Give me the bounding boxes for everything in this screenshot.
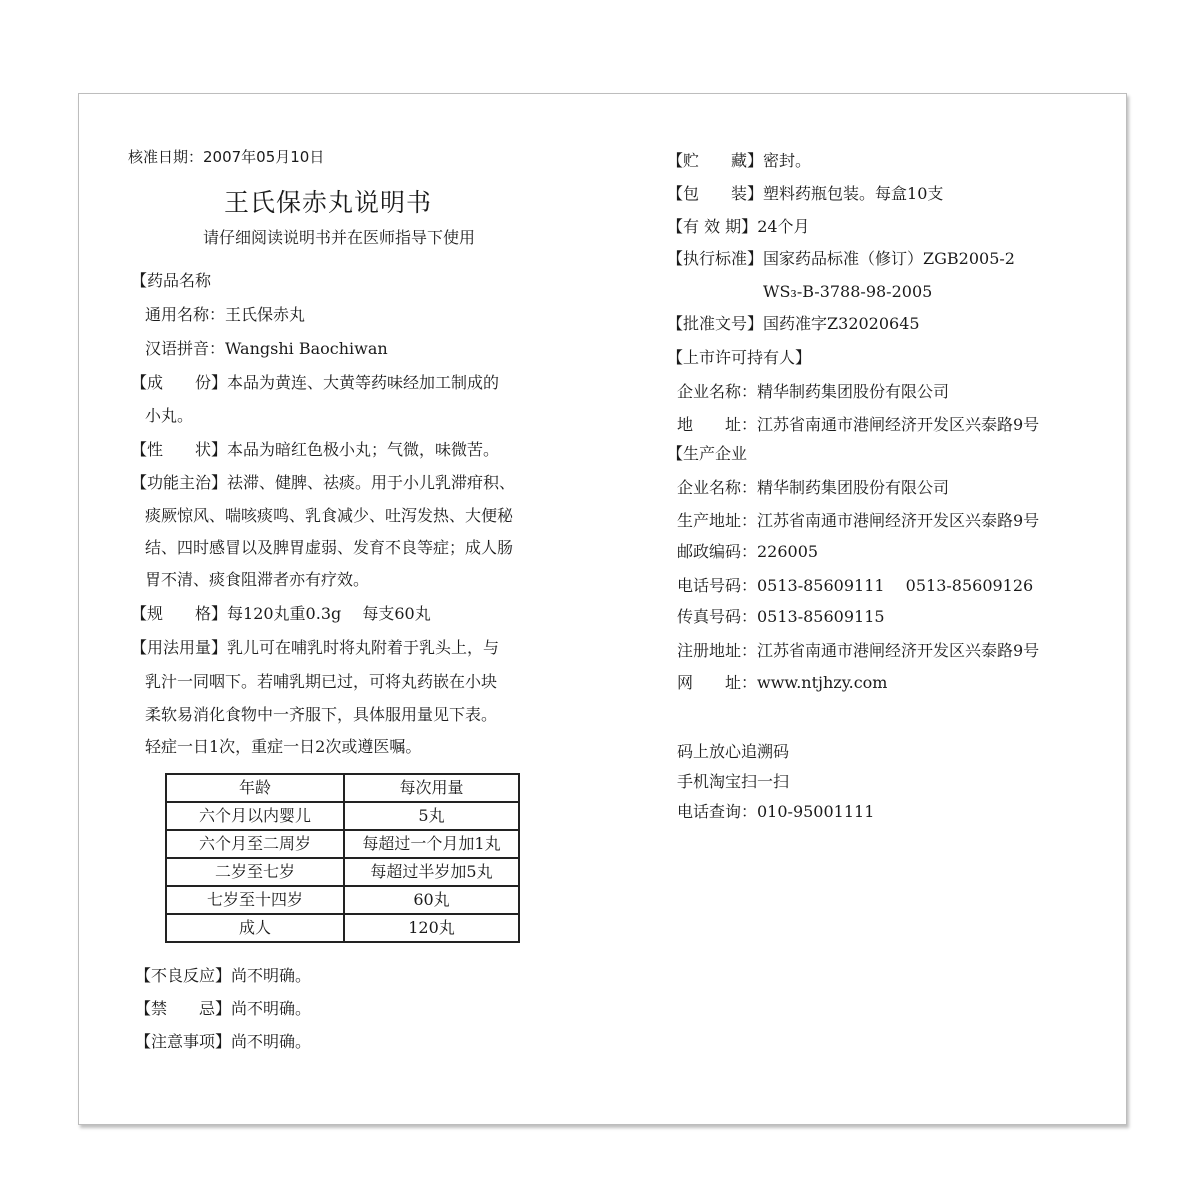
table-header-age: 年龄 [166, 774, 344, 802]
table-row [166, 858, 519, 886]
fax-number: 传真号码：0513-85609115 [677, 607, 885, 626]
indications-text: 祛滞、健脾、祛痰。用于小儿乳滞疳积、 [227, 473, 516, 492]
package-text: 塑料药瓶包装。每盒10支 [763, 184, 944, 203]
approval-no-label: 【批准文号】 [667, 314, 764, 333]
validity-label: 【有 效 期】 [667, 217, 758, 236]
standard-text: 国家药品标准（修订）ZGB2005-2 [763, 249, 1015, 268]
table-header-row [166, 774, 519, 802]
table-header-dose: 每次用量 [344, 774, 519, 802]
standard-line-2: WS₃-B-3788-98-2005 [763, 282, 933, 301]
contra-label: 【禁 忌】 [135, 999, 232, 1018]
storage-text: 密封。 [763, 151, 812, 170]
trace-scan-hint: 手机淘宝扫一扫 [677, 772, 790, 791]
table-row [166, 914, 519, 942]
usage-line-1 [131, 638, 499, 658]
spec-line [131, 604, 431, 624]
approval-no-line [667, 314, 920, 334]
mfr-address: 生产地址：江苏省南通市港闸经济开发区兴泰路9号 [677, 511, 1040, 530]
usage-line-3: 柔软易消化食物中一齐服下，具体服用量见下表。 [145, 705, 498, 724]
contra-text: 尚不明确。 [231, 999, 312, 1018]
adverse-line [135, 966, 311, 986]
table-row [166, 886, 519, 914]
caution-text: 尚不明确。 [231, 1032, 312, 1051]
caution-line [135, 1032, 311, 1052]
page-title: 王氏保赤丸说明书 [224, 188, 433, 217]
indications-label: 【功能主治】 [131, 473, 228, 492]
pinyin-name: 汉语拼音：Wangshi Baochiwan [145, 339, 388, 358]
ingredients-line-1 [131, 373, 499, 393]
spec-label: 【规 格】 [131, 604, 228, 623]
usage-text: 乳儿可在哺乳时将丸附着于乳头上，与 [227, 638, 500, 657]
usage-label: 【用法用量】 [131, 638, 228, 657]
table-cell-age: 六个月以内婴儿 [166, 802, 344, 830]
table-cell-age: 二岁至七岁 [166, 858, 344, 886]
table-cell-age: 六个月至二周岁 [166, 830, 344, 858]
standard-line-1 [667, 249, 1015, 269]
approval-no-text: 国药准字Z32020645 [763, 314, 920, 333]
page-subtitle: 请仔细阅读说明书并在医师指导下使用 [203, 228, 476, 247]
holder-company: 企业名称：精华制药集团股份有限公司 [677, 382, 950, 401]
package-label: 【包 装】 [667, 184, 764, 203]
indications-line-2: 痰厥惊风、喘咳痰鸣、乳食减少、吐泻发热、大便秘 [145, 506, 514, 525]
table-cell-dose: 5丸 [344, 802, 519, 830]
character-text: 本品为暗红色极小丸；气微，味微苦。 [227, 440, 500, 459]
validity-line [667, 217, 810, 237]
table-cell-dose: 120丸 [344, 914, 519, 942]
drug-name-heading: 【药品名称 [131, 271, 212, 290]
caution-label: 【注意事项】 [135, 1032, 232, 1051]
table-row [166, 830, 519, 858]
table-row [166, 802, 519, 830]
indications-line-4: 胃不清、痰食阻滞者亦有疗效。 [145, 570, 370, 589]
adverse-label: 【不良反应】 [135, 966, 232, 985]
website: 网 址：www.ntjhzy.com [677, 673, 888, 692]
storage-line [667, 151, 811, 171]
table-cell-dose: 每超过半岁加5丸 [344, 858, 519, 886]
ingredients-label: 【成 份】 [131, 373, 228, 392]
trace-code-title: 码上放心追溯码 [677, 742, 790, 761]
phone-numbers: 电话号码：0513-85609111 0513-85609126 [677, 576, 1034, 595]
table-cell-dose: 每超过一个月加1丸 [344, 830, 519, 858]
ingredients-line-2: 小丸。 [145, 406, 194, 425]
adverse-text: 尚不明确。 [231, 966, 312, 985]
holder-address: 地 址：江苏省南通市港闸经济开发区兴泰路9号 [677, 415, 1040, 434]
character-line [131, 440, 499, 460]
postcode: 邮政编码：226005 [677, 542, 819, 561]
usage-line-4: 轻症一日1次，重症一日2次或遵医嘱。 [145, 737, 422, 756]
approval-date: 核准日期：2007年05月10日 [128, 148, 325, 166]
standard-label: 【执行标准】 [667, 249, 764, 268]
registered-address: 注册地址：江苏省南通市港闸经济开发区兴泰路9号 [677, 641, 1040, 660]
holder-heading: 【上市许可持有人】 [667, 348, 812, 367]
mfr-company: 企业名称：精华制药集团股份有限公司 [677, 478, 950, 497]
spec-text: 每120丸重0.3g 每支60丸 [227, 604, 431, 623]
storage-label: 【贮 藏】 [667, 151, 764, 170]
validity-text: 24个月 [757, 217, 810, 236]
package-line [667, 184, 943, 204]
character-label: 【性 状】 [131, 440, 228, 459]
contra-line [135, 999, 311, 1019]
table-cell-age: 七岁至十四岁 [166, 886, 344, 914]
indications-line-3: 结、四时感冒以及脾胃虚弱、发育不良等症；成人肠 [145, 538, 514, 557]
dosage-table [165, 773, 520, 943]
table-cell-dose: 60丸 [344, 886, 519, 914]
table-cell-age: 成人 [166, 914, 344, 942]
manufacturer-heading: 【生产企业 [667, 444, 748, 463]
ingredients-text: 本品为黄连、大黄等药味经加工制成的 [227, 373, 500, 392]
usage-line-2: 乳汁一同咽下。若哺乳期已过，可将丸药嵌在小块 [145, 672, 498, 691]
generic-name: 通用名称：王氏保赤丸 [145, 305, 306, 324]
indications-line-1 [131, 473, 515, 493]
trace-phone: 电话查询：010-95001111 [677, 802, 875, 821]
